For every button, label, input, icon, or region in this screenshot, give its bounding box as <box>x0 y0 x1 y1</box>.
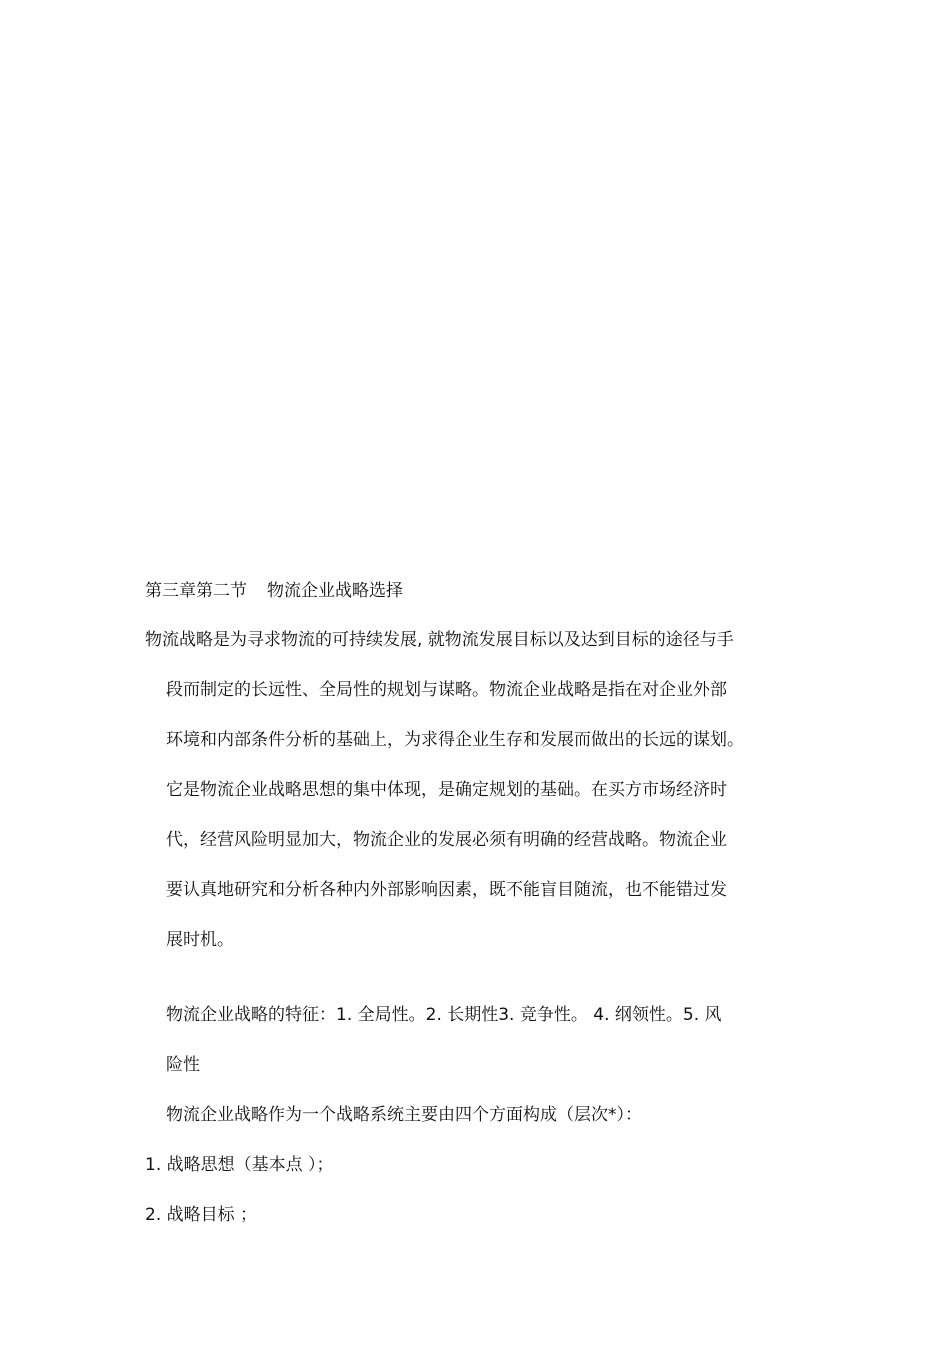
section-title: 物流企业战略选择 <box>267 581 403 601</box>
features-line-2: 险性 <box>166 1055 200 1075</box>
list-item: 1. 战略思想（基本点 ）； <box>145 1155 334 1175</box>
chapter-section-label: 第三章第二节 <box>145 581 247 601</box>
intro-paragraph <box>145 627 825 977</box>
paragraph-line: 要认真地研究和分析各种内外部影响因素，既不能盲目随流，也不能错过发 <box>166 880 727 900</box>
features-line-1: 物流企业战略的特征：1. 全局性。2. 长期性3. 竞争性。 4. 纲领性。5. 风 <box>166 1005 722 1025</box>
paragraph-line: 它是物流企业战略思想的集中体现，是确定规划的基础。在买方市场经济时 <box>166 780 727 800</box>
section-heading <box>145 578 403 604</box>
paragraph-line: 展时机。 <box>166 930 234 950</box>
list-item: 2. 战略目标 ； <box>145 1205 258 1225</box>
paragraph-line: 环境和内部条件分析的基础上，为求得企业生存和发展而做出的长远的谋划。 <box>166 730 744 750</box>
composition-intro: 物流企业战略作为一个战略系统主要由四个方面构成（层次*）： <box>166 1105 642 1125</box>
paragraph-line: 段而制定的长远性、全局性的规划与谋略。物流企业战略是指在对企业外部 <box>166 680 727 700</box>
paragraph-line: 物流战略是为寻求物流的可持续发展, 就物流发展目标以及达到目标的途径与手 <box>145 630 734 650</box>
paragraph-line: 代，经营风险明显加大，物流企业的发展必须有明确的经营战略。物流企业 <box>166 830 727 850</box>
